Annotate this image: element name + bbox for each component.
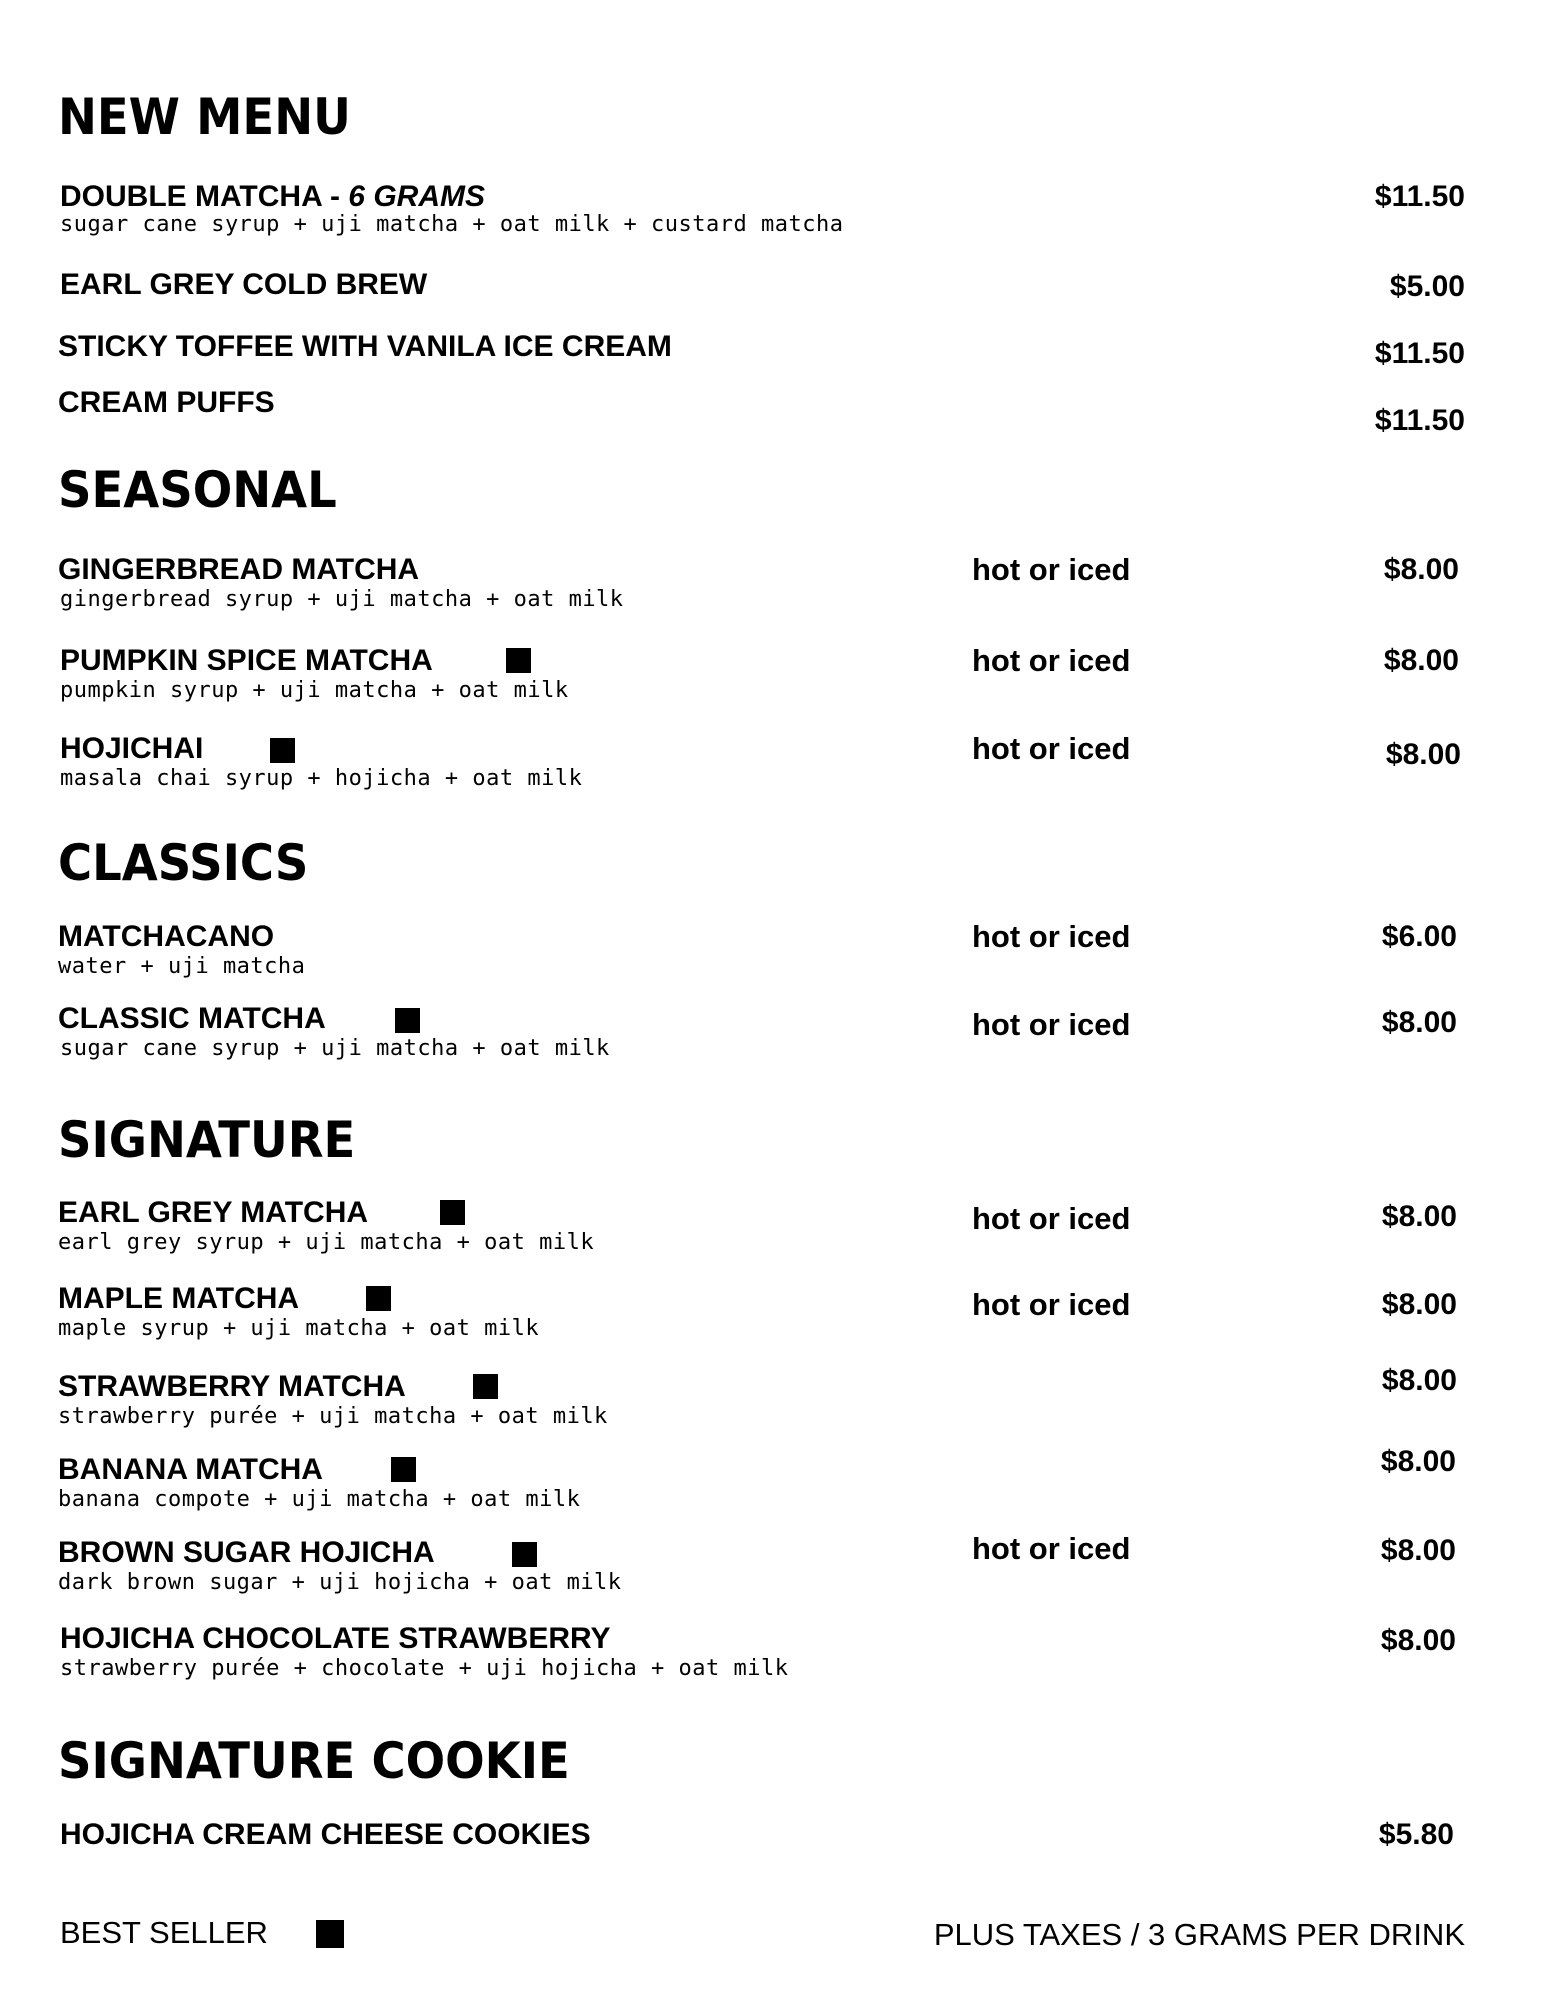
item-description: earl grey syrup + uji matcha + oat milk: [58, 1230, 595, 1255]
best-seller-badge: [391, 1457, 416, 1482]
item-name: GINGERBREAD MATCHA: [58, 553, 420, 586]
item-price: $8.00: [1385, 738, 1461, 771]
item-temperature: hot or iced: [972, 552, 1131, 587]
item-name: PUMPKIN SPICE MATCHA: [60, 644, 433, 677]
item-price: $5.80: [1378, 1818, 1454, 1851]
item-temperature: hot or iced: [972, 919, 1131, 954]
best-seller-badge: [512, 1542, 537, 1567]
item-price: $11.50: [1374, 404, 1465, 437]
item-name: STICKY TOFFEE WITH VANILA ICE CREAM: [58, 330, 672, 363]
item-price: $5.00: [1389, 270, 1465, 303]
item-name: CLASSIC MATCHA: [58, 1002, 326, 1035]
item-price: $8.00: [1381, 1364, 1457, 1397]
item-name: [60, 180, 485, 214]
item-name: BANANA MATCHA: [58, 1453, 323, 1486]
best-seller-badge: [270, 738, 295, 763]
item-temperature: hot or iced: [972, 1287, 1131, 1322]
item-description: water + uji matcha: [58, 954, 306, 979]
item-description: strawberry purée + chocolate + uji hojicha + oat milk: [60, 1656, 789, 1681]
best-seller-badge: [473, 1374, 498, 1399]
best-seller-badge: [395, 1008, 420, 1033]
item-name: HOJICHAI: [60, 732, 204, 765]
item-temperature: hot or iced: [972, 731, 1131, 766]
item-price: $11.50: [1374, 180, 1465, 213]
item-name: HOJICHA CHOCOLATE STRAWBERRY: [60, 1622, 611, 1655]
item-name-emphasis: 6 GRAMS: [348, 180, 485, 213]
best-seller-legend-badge: [316, 1920, 344, 1948]
section-title-signature-cookie: SIGNATURE COOKIE: [58, 1732, 570, 1790]
item-price: $8.00: [1381, 1200, 1457, 1233]
item-description: dark brown sugar + uji hojicha + oat milk: [58, 1570, 622, 1595]
item-temperature: hot or iced: [972, 1007, 1131, 1042]
item-name: HOJICHA CREAM CHEESE COOKIES: [60, 1818, 591, 1851]
item-name: EARL GREY COLD BREW: [60, 268, 428, 301]
item-description: pumpkin syrup + uji matcha + oat milk: [60, 678, 569, 703]
item-price: $8.00: [1380, 1624, 1456, 1657]
section-title-new-menu: NEW MENU: [58, 88, 351, 146]
item-temperature: hot or iced: [972, 1201, 1131, 1236]
item-price: $8.00: [1380, 1534, 1456, 1567]
section-title-seasonal: SEASONAL: [58, 461, 337, 519]
best-seller-badge: [440, 1200, 465, 1225]
best-seller-badge: [506, 648, 531, 673]
item-price: $11.50: [1374, 337, 1465, 370]
item-price: $6.00: [1381, 920, 1457, 953]
item-description: sugar cane syrup + uji matcha + oat milk: [60, 1036, 610, 1061]
item-description: sugar cane syrup + uji matcha + oat milk + custard matcha: [60, 212, 844, 237]
item-temperature: hot or iced: [972, 643, 1131, 678]
section-title-signature: SIGNATURE: [58, 1111, 356, 1169]
item-temperature: hot or iced: [972, 1531, 1131, 1566]
best-seller-badge: [366, 1286, 391, 1311]
item-name: MATCHACANO: [58, 920, 275, 953]
item-name: MAPLE MATCHA: [58, 1282, 300, 1315]
item-price: $8.00: [1380, 1445, 1456, 1478]
item-price: $8.00: [1381, 1006, 1457, 1039]
item-name: EARL GREY MATCHA: [58, 1196, 369, 1229]
footer-note: PLUS TAXES / 3 GRAMS PER DRINK: [933, 1917, 1465, 1952]
item-price: $8.00: [1381, 1288, 1457, 1321]
item-description: gingerbread syrup + uji matcha + oat milk: [60, 587, 624, 612]
item-price: $8.00: [1383, 553, 1459, 586]
item-description: masala chai syrup + hojicha + oat milk: [60, 766, 583, 791]
item-name: BROWN SUGAR HOJICHA: [58, 1536, 435, 1569]
item-description: banana compote + uji matcha + oat milk: [58, 1487, 581, 1512]
item-price: $8.00: [1383, 644, 1459, 677]
item-description: maple syrup + uji matcha + oat milk: [58, 1316, 540, 1341]
section-title-classics: CLASSICS: [58, 834, 309, 892]
item-description: strawberry purée + uji matcha + oat milk: [58, 1404, 608, 1429]
item-name: CREAM PUFFS: [58, 386, 275, 419]
item-name-main: DOUBLE MATCHA -: [60, 180, 349, 213]
item-name: STRAWBERRY MATCHA: [58, 1370, 406, 1403]
best-seller-legend-label: BEST SELLER: [60, 1915, 268, 1950]
